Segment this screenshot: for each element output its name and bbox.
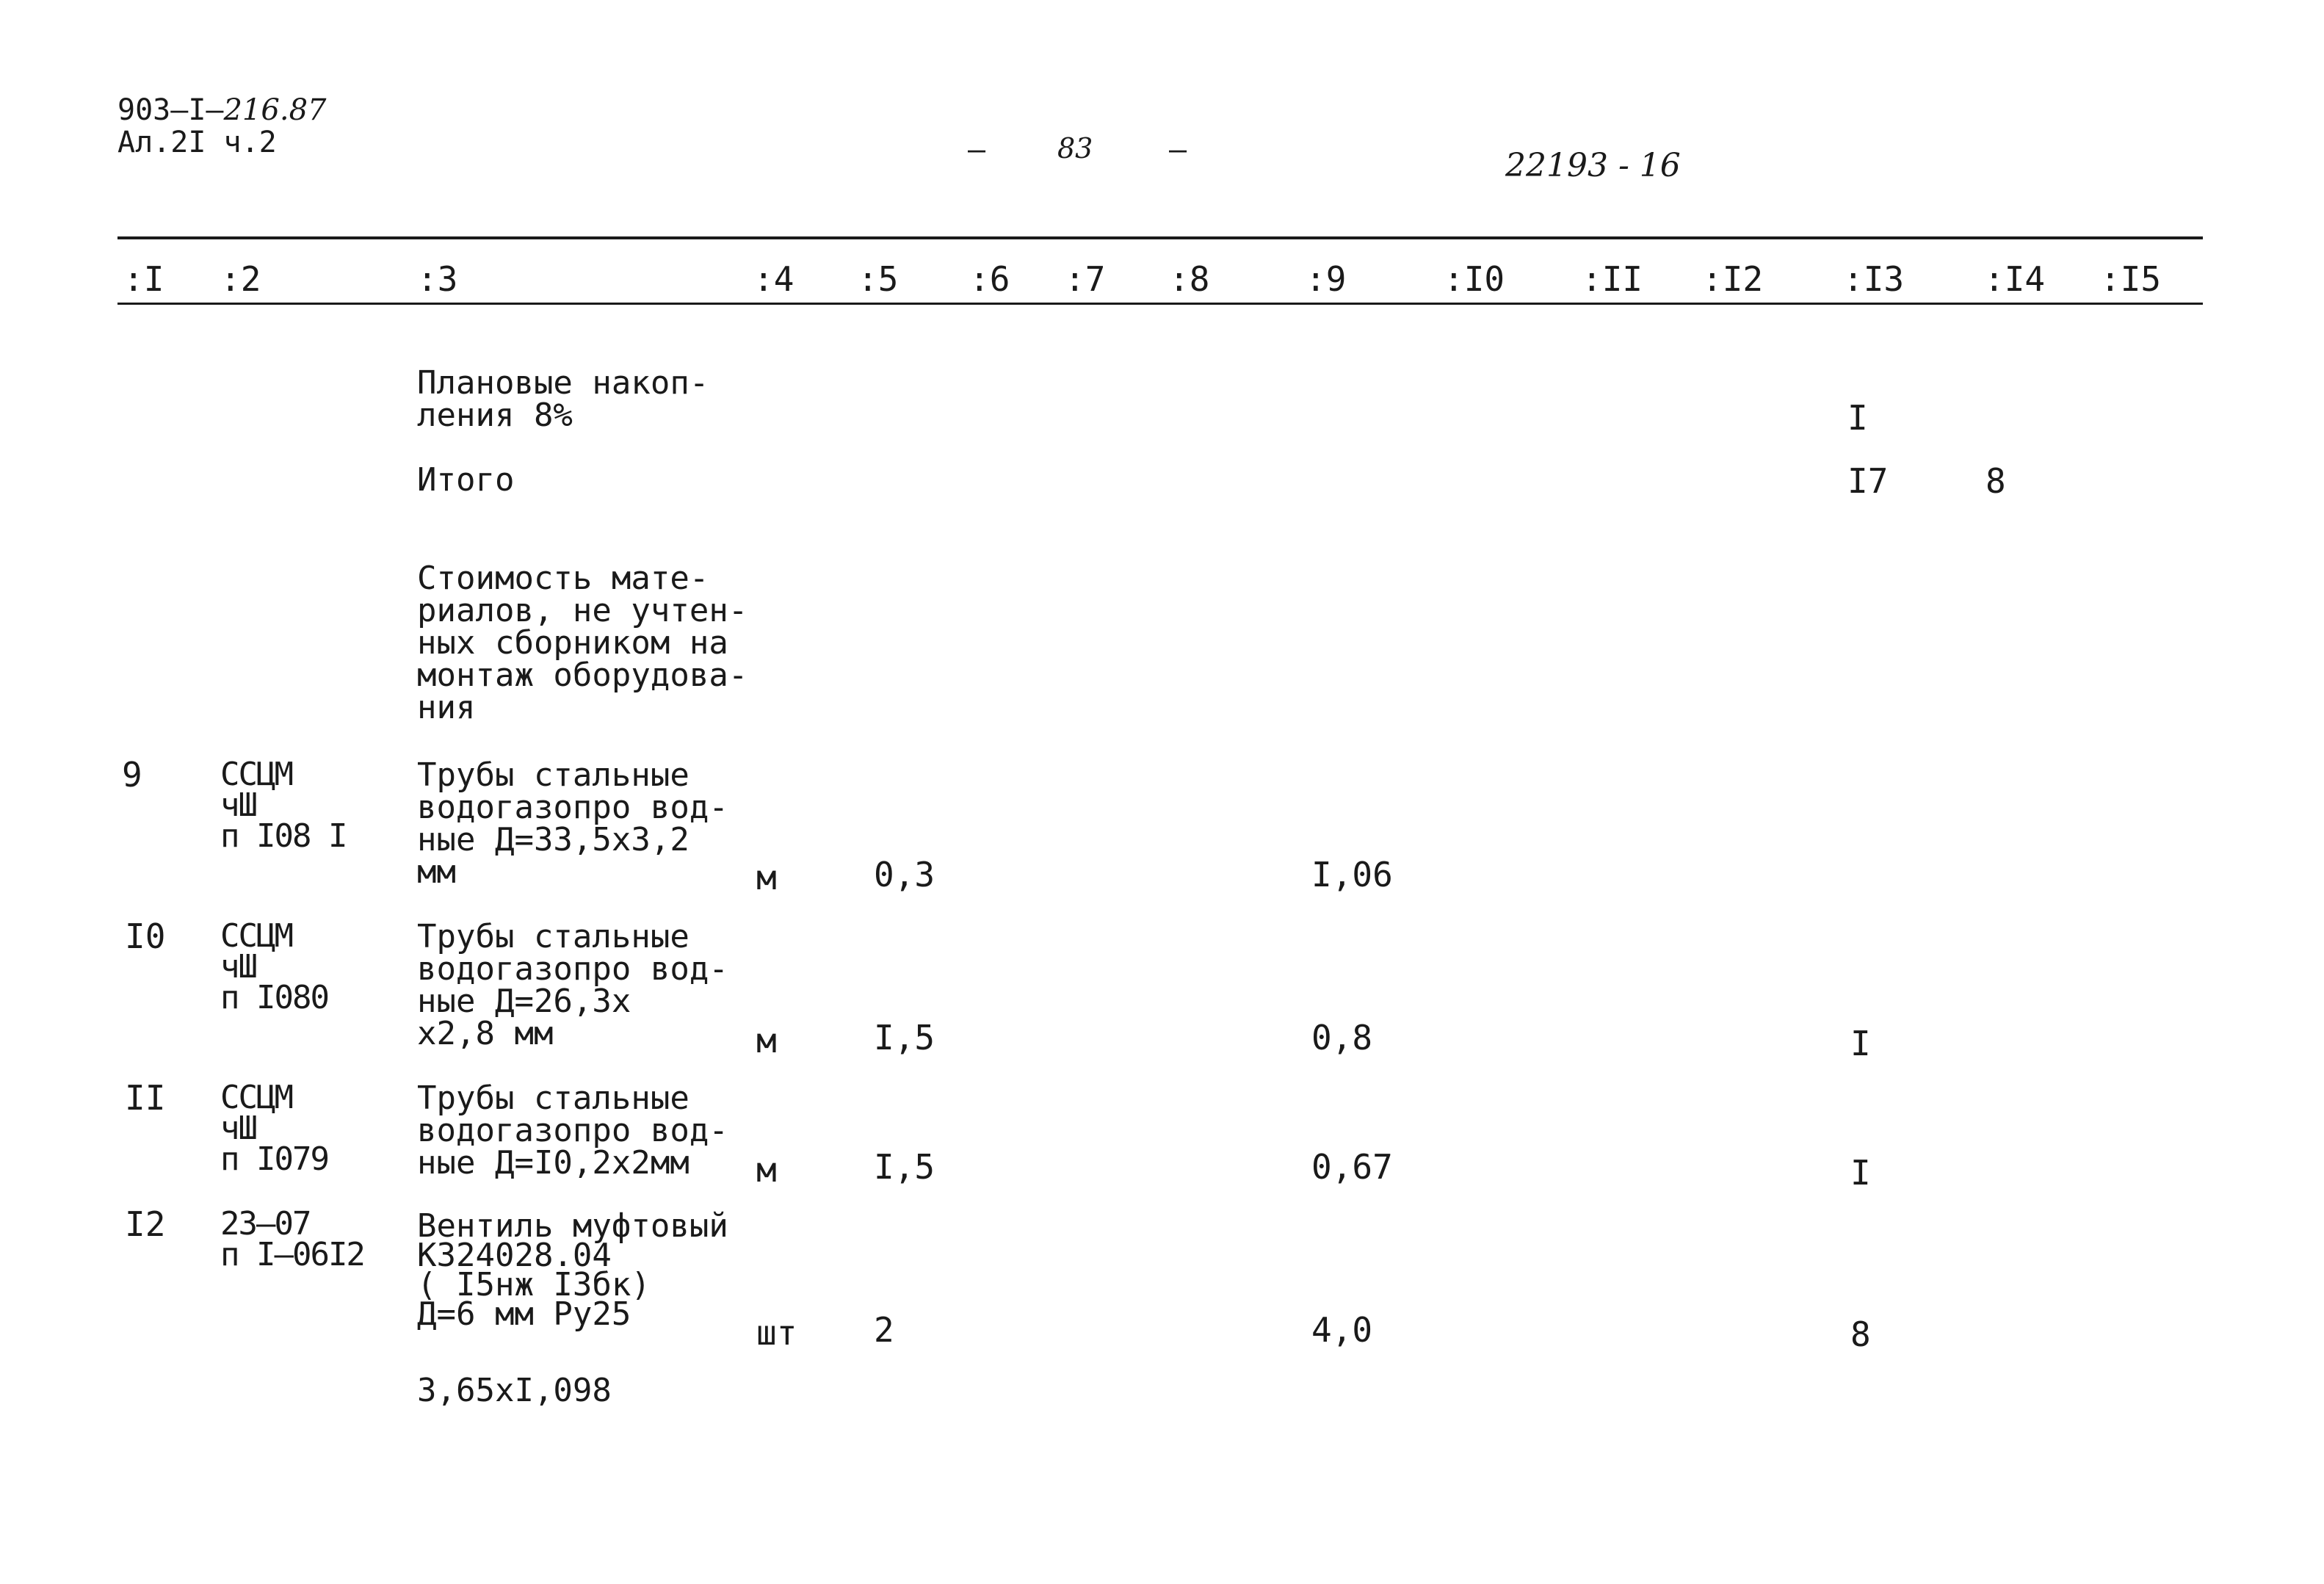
column-header-1: :I bbox=[123, 259, 164, 299]
column-header-8: :8 bbox=[1169, 259, 1210, 299]
row-11-unit: м bbox=[756, 1150, 777, 1190]
row-11-quantity: I,5 bbox=[874, 1147, 935, 1187]
row-12-col9: 4,0 bbox=[1311, 1310, 1373, 1350]
album-part: Ал.2I ч.2 bbox=[117, 126, 277, 159]
plan-accumulation-col13: I bbox=[1847, 398, 1868, 438]
row-12-code: 23–07 п I–06I2 bbox=[220, 1205, 364, 1273]
materials-heading: Стоимость мате- риалов, не учтен- ных сборником на монтаж оборудова- ния bbox=[417, 560, 748, 726]
column-header-13: :I3 bbox=[1843, 259, 1905, 299]
row-9-unit: м bbox=[756, 858, 777, 897]
column-header-5: :5 bbox=[858, 259, 899, 299]
row-11-number: II bbox=[125, 1078, 166, 1118]
column-header-7: :7 bbox=[1065, 259, 1106, 299]
row-10-code: ССЦМ чШ п I080 bbox=[220, 917, 328, 1016]
row-10-desc: Трубы стальные водогазопро вод- ные Д=26,3х х2,8 мм bbox=[417, 918, 728, 1052]
row-12-desc: Вентиль муфтовый КЗ24028.04 ( I5нж I3бк) Д=6 мм Ру25 bbox=[417, 1207, 728, 1333]
page-dash-right: – bbox=[1169, 133, 1187, 167]
column-header-3: :3 bbox=[417, 259, 458, 299]
row-9-code: ССЦМ чШ п I08 I bbox=[220, 756, 347, 855]
row-9-number: 9 bbox=[122, 755, 142, 795]
document-code-printed: 903–I– bbox=[117, 93, 224, 127]
table-top-rule bbox=[117, 236, 2203, 239]
total-desc: Итого bbox=[417, 461, 515, 499]
row-11-col13: I bbox=[1850, 1153, 1871, 1193]
total-col13: I7 bbox=[1847, 461, 1889, 501]
plan-accumulation-desc: Плановые накоп- ления 8% bbox=[417, 364, 709, 434]
column-header-2: :2 bbox=[220, 259, 261, 299]
row-12-col13: 8 bbox=[1850, 1314, 1871, 1354]
column-header-11: :II bbox=[1582, 259, 1643, 299]
row-10-col13: I bbox=[1850, 1024, 1871, 1063]
row-11-col9: 0,67 bbox=[1311, 1147, 1393, 1187]
row-11-code: ССЦМ чШ п I079 bbox=[220, 1079, 328, 1178]
row-10-unit: м bbox=[756, 1021, 777, 1060]
row-10-quantity: I,5 bbox=[874, 1018, 935, 1057]
page-number: 83 bbox=[1057, 132, 1093, 164]
column-header-10: :I0 bbox=[1444, 259, 1505, 299]
column-header-9: :9 bbox=[1306, 259, 1347, 299]
row-10-number: I0 bbox=[125, 916, 166, 956]
page-dash-left: – bbox=[968, 133, 986, 167]
row-10-col9: 0,8 bbox=[1311, 1018, 1373, 1057]
row-12-quantity: 2 bbox=[874, 1310, 894, 1350]
row-9-quantity: 0,3 bbox=[874, 855, 935, 894]
row-9-desc: Трубы стальные водогазопро вод- ные Д=33,5х3,2 мм bbox=[417, 756, 728, 891]
document-code bbox=[117, 94, 326, 126]
column-header-12: :I2 bbox=[1702, 259, 1764, 299]
row-11-desc: Трубы стальные водогазопро вод- ные Д=I0,2х2мм bbox=[417, 1079, 728, 1182]
total-col14: 8 bbox=[1985, 461, 2006, 501]
row-12-unit: шт bbox=[756, 1313, 797, 1353]
table-header-rule bbox=[117, 303, 2203, 305]
column-header-4: :4 bbox=[753, 259, 794, 299]
row-12-number: I2 bbox=[125, 1204, 166, 1244]
row-12-calculation-note: 3,65хI,098 bbox=[417, 1372, 612, 1409]
column-header-6: :6 bbox=[969, 259, 1010, 299]
row-9-col9: I,06 bbox=[1311, 855, 1393, 894]
inventory-number: 22193 - 16 bbox=[1505, 147, 1681, 184]
column-header-14: :I4 bbox=[1984, 259, 2046, 299]
document-code-handwritten: 216.87 bbox=[223, 93, 327, 127]
column-header-15: :I5 bbox=[2100, 259, 2162, 299]
